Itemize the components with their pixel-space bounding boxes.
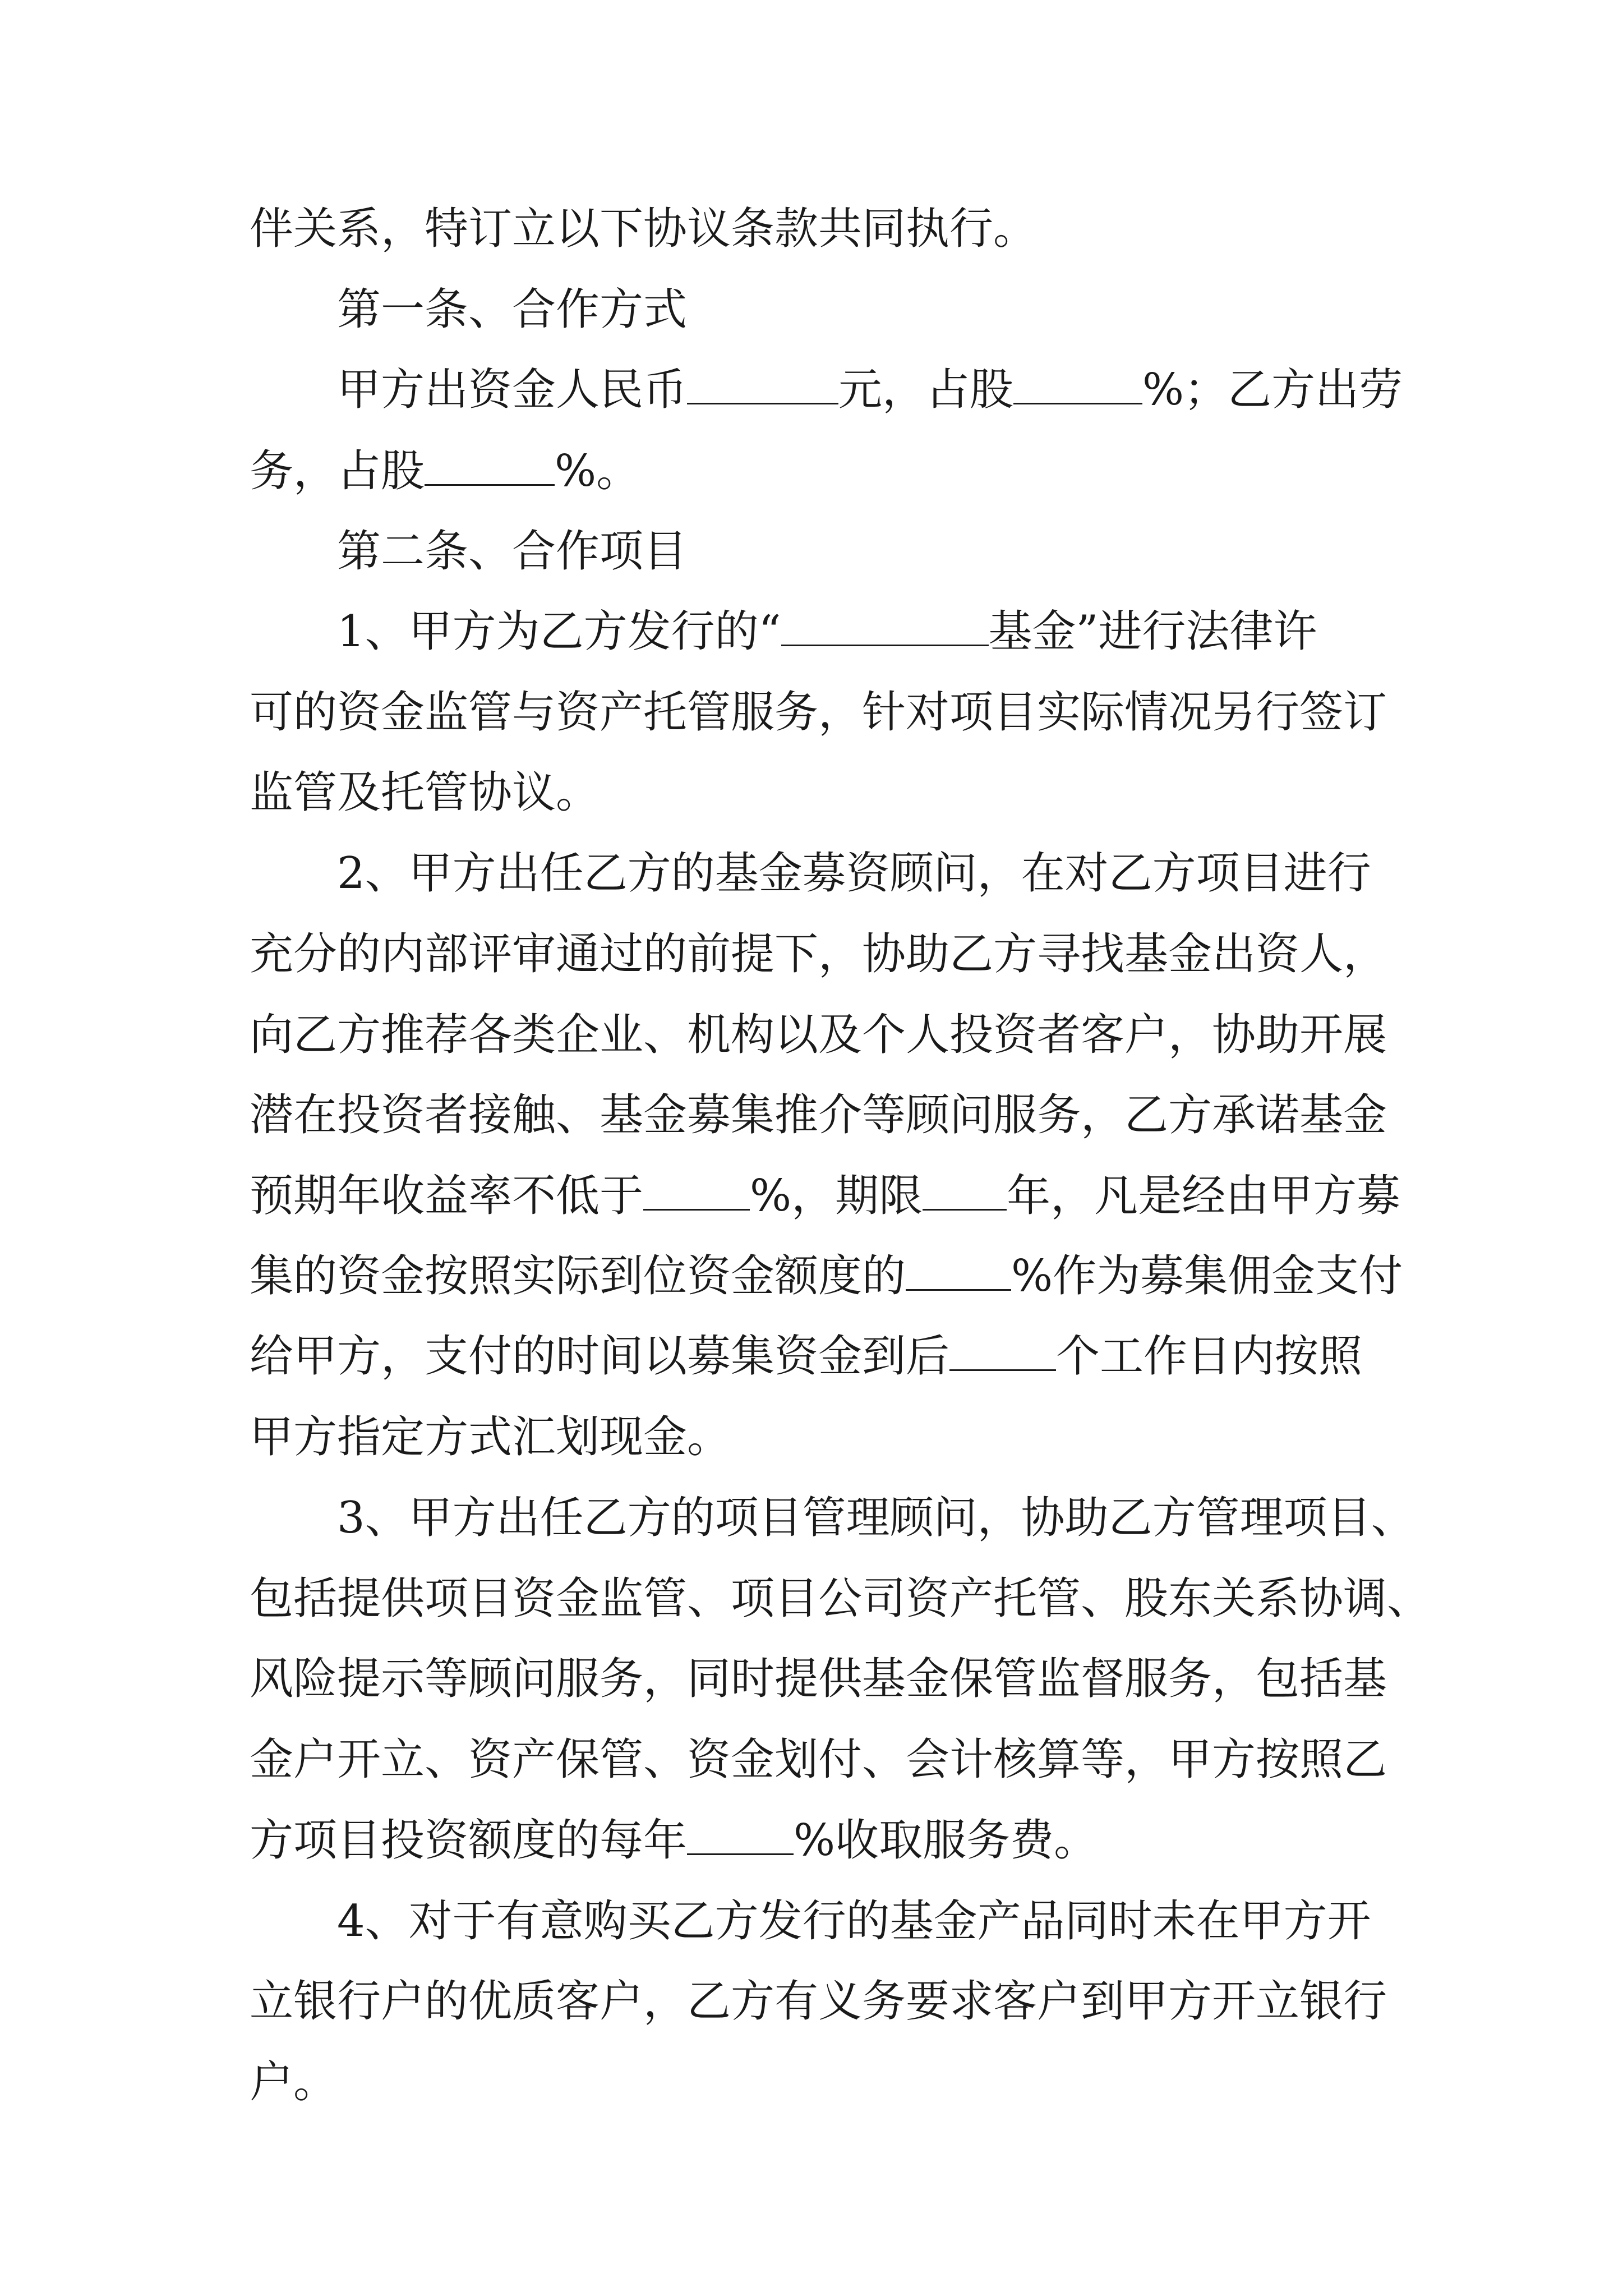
text-line	[337, 1893, 1371, 1949]
text-line	[250, 1812, 1098, 1869]
line-text: 充分的内部评审通过的前提下，协助乙方寻找基金出资人，	[250, 929, 1387, 979]
text-line	[250, 1651, 1387, 1707]
fill-blank	[1013, 366, 1142, 404]
line-text: 可的资金监管与资产托管服务，针对项目实际情况另行签订	[250, 687, 1387, 738]
line-text: 包括提供项目资金监管、项目公司资产托管、股东关系协调、	[250, 1573, 1431, 1624]
line-text: 户。	[250, 2057, 338, 2108]
heading-text: 第二条、合作项目	[337, 526, 688, 577]
text-line	[337, 845, 1371, 901]
line-segment: 务，占股	[250, 446, 425, 496]
line-segment: 1、甲方为乙方发行的“	[337, 606, 781, 657]
line-segment: %作为募集佣金支付	[1011, 1251, 1403, 1301]
line-text: 3、甲方出任乙方的项目管理顾问，协助乙方管理项目、	[337, 1493, 1415, 1543]
line-segment: %收取服务费。	[794, 1815, 1098, 1866]
text-line	[250, 1409, 731, 1465]
fill-blank	[643, 1172, 750, 1211]
text-line	[250, 684, 1387, 740]
line-text: 监管及托管协议。	[250, 767, 600, 818]
fill-blank	[687, 366, 838, 404]
line-text: 金户开立、资产保管、资金划付、会计核算等，甲方按照乙	[250, 1734, 1387, 1785]
text-line	[250, 1973, 1387, 2030]
line-segment: %。	[555, 446, 640, 496]
text-line	[250, 1571, 1431, 1627]
line-segment: 方项目投资额度的每年	[250, 1815, 688, 1866]
line-text: 甲方指定方式汇划现金。	[250, 1412, 731, 1462]
line-segment: 给甲方，支付的时间以募集资金到后	[250, 1331, 950, 1382]
text-line	[250, 2054, 337, 2110]
text-line	[250, 1087, 1387, 1143]
fill-blank	[425, 447, 555, 486]
line-segment: 年，凡是经由甲方募	[1007, 1171, 1401, 1221]
line-text: 立银行户的优质客户，乙方有义务要求客户到甲方开立银行	[250, 1976, 1387, 2027]
section-heading	[337, 282, 687, 338]
heading-text: 第一条、合作方式	[337, 284, 688, 335]
fill-blank	[906, 1252, 1011, 1291]
line-segment: 预期年收益率不低于	[250, 1171, 644, 1221]
text-line	[250, 443, 640, 499]
line-segment: 甲方出资金人民币	[337, 365, 688, 415]
line-segment: 个工作日内按照	[1056, 1331, 1363, 1382]
text-line	[250, 201, 1037, 257]
text-line	[337, 1490, 1415, 1546]
fill-blank	[687, 1816, 794, 1855]
text-line	[250, 926, 1387, 982]
line-segment: 集的资金按照实际到位资金额度的	[250, 1251, 906, 1301]
text-line	[250, 1328, 1362, 1384]
fill-blank	[923, 1172, 1007, 1211]
text-line	[250, 1248, 1403, 1304]
line-segment: 元，占股	[838, 365, 1014, 415]
text-line	[337, 362, 1403, 418]
line-text: 2、甲方出任乙方的基金募资顾问，在对乙方项目进行	[337, 848, 1371, 899]
line-text: 风险提示等顾问服务，同时提供基金保管监督服务，包括基	[250, 1654, 1387, 1704]
line-segment: 基金”进行法律许	[988, 606, 1317, 657]
text-line	[337, 604, 1317, 660]
line-segment: %，期限	[750, 1171, 923, 1221]
line-text: 潜在投资者接触、基金募集推介等顾问服务，乙方承诺基金	[250, 1090, 1387, 1140]
text-line	[250, 1732, 1387, 1788]
text-line	[250, 1168, 1400, 1224]
section-heading	[337, 523, 687, 579]
fill-blank	[781, 608, 989, 646]
line-segment: %；乙方出劳	[1142, 365, 1403, 415]
text-line	[250, 1007, 1387, 1063]
line-text: 向乙方推荐各类企业、机构以及个人投资者客户，协助开展	[250, 1010, 1387, 1060]
fill-blank	[949, 1332, 1056, 1371]
line-text: 4、对于有意购买乙方发行的基金产品同时未在甲方开	[337, 1896, 1371, 1947]
line-text: 伴关系，特订立以下协议条款共同执行。	[250, 204, 1038, 254]
text-line	[250, 765, 600, 821]
